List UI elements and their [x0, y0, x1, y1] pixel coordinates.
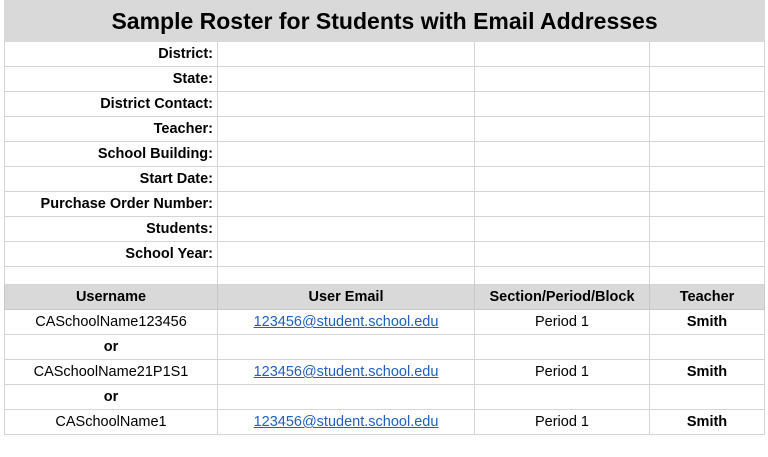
username-cell[interactable]: CASchoolName1	[5, 410, 218, 435]
info-label-school-building[interactable]: School Building:	[5, 142, 218, 167]
info-value-school-building[interactable]	[218, 142, 475, 167]
table-row-or	[5, 385, 765, 410]
empty-cell[interactable]	[218, 267, 475, 285]
info-row-start-date	[5, 167, 765, 192]
section-cell[interactable]: Period 1	[475, 360, 650, 385]
info-row-school-building	[5, 142, 765, 167]
info-cell[interactable]	[650, 192, 765, 217]
email-link[interactable]: 123456@student.school.edu	[253, 414, 439, 430]
empty-cell[interactable]	[475, 335, 650, 360]
teacher-cell[interactable]: Smith	[650, 410, 765, 435]
info-cell[interactable]	[475, 242, 650, 267]
email-cell[interactable]	[218, 310, 475, 335]
info-label-district-contact[interactable]: District Contact:	[5, 92, 218, 117]
info-value-start-date[interactable]	[218, 167, 475, 192]
info-cell[interactable]	[475, 92, 650, 117]
info-cell[interactable]	[475, 192, 650, 217]
info-value-state[interactable]	[218, 67, 475, 92]
teacher-cell[interactable]: Smith	[650, 310, 765, 335]
info-label-teacher[interactable]: Teacher:	[5, 117, 218, 142]
info-row-school-year	[5, 242, 765, 267]
empty-cell[interactable]	[218, 385, 475, 410]
teacher-cell[interactable]: Smith	[650, 360, 765, 385]
column-header-row	[5, 285, 765, 310]
info-row-teacher	[5, 117, 765, 142]
roster-table	[4, 0, 765, 435]
info-cell[interactable]	[475, 67, 650, 92]
section-cell[interactable]: Period 1	[475, 410, 650, 435]
info-value-school-year[interactable]	[218, 242, 475, 267]
info-row-district	[5, 42, 765, 67]
info-cell[interactable]	[650, 217, 765, 242]
empty-cell[interactable]	[218, 335, 475, 360]
info-cell[interactable]	[650, 92, 765, 117]
info-cell[interactable]	[650, 42, 765, 67]
info-label-state[interactable]: State:	[5, 67, 218, 92]
info-label-district[interactable]: District:	[5, 42, 218, 67]
info-cell[interactable]	[650, 117, 765, 142]
email-cell[interactable]	[218, 410, 475, 435]
empty-cell[interactable]	[650, 335, 765, 360]
info-cell[interactable]	[475, 117, 650, 142]
info-value-purchase-order[interactable]	[218, 192, 475, 217]
info-value-students[interactable]	[218, 217, 475, 242]
info-cell[interactable]	[475, 142, 650, 167]
empty-cell[interactable]	[5, 267, 218, 285]
title-row	[5, 1, 765, 42]
table-row	[5, 360, 765, 385]
info-cell[interactable]	[650, 142, 765, 167]
header-teacher[interactable]: Teacher	[650, 285, 765, 310]
info-row-state	[5, 67, 765, 92]
email-cell[interactable]	[218, 360, 475, 385]
email-link[interactable]: 123456@student.school.edu	[253, 314, 439, 330]
or-cell[interactable]: or	[5, 385, 218, 410]
info-value-district-contact[interactable]	[218, 92, 475, 117]
info-label-purchase-order[interactable]: Purchase Order Number:	[5, 192, 218, 217]
info-row-district-contact	[5, 92, 765, 117]
section-cell[interactable]: Period 1	[475, 310, 650, 335]
table-row	[5, 310, 765, 335]
username-cell[interactable]: CASchoolName123456	[5, 310, 218, 335]
header-section[interactable]: Section/Period/Block	[475, 285, 650, 310]
info-cell[interactable]	[650, 242, 765, 267]
sheet-title[interactable]: Sample Roster for Students with Email Addresses	[5, 1, 765, 42]
username-cell[interactable]: CASchoolName21P1S1	[5, 360, 218, 385]
email-link[interactable]: 123456@student.school.edu	[253, 364, 439, 380]
empty-cell[interactable]	[475, 385, 650, 410]
info-label-start-date[interactable]: Start Date:	[5, 167, 218, 192]
info-row-purchase-order	[5, 192, 765, 217]
empty-cell[interactable]	[650, 385, 765, 410]
info-cell[interactable]	[650, 67, 765, 92]
or-cell[interactable]: or	[5, 335, 218, 360]
info-cell[interactable]	[475, 42, 650, 67]
info-label-students[interactable]: Students:	[5, 217, 218, 242]
header-username[interactable]: Username	[5, 285, 218, 310]
empty-cell[interactable]	[475, 267, 650, 285]
info-value-teacher[interactable]	[218, 117, 475, 142]
info-label-school-year[interactable]: School Year:	[5, 242, 218, 267]
info-row-students	[5, 217, 765, 242]
info-cell[interactable]	[475, 167, 650, 192]
header-user-email[interactable]: User Email	[218, 285, 475, 310]
spacer-row	[5, 267, 765, 285]
empty-cell[interactable]	[650, 267, 765, 285]
info-cell[interactable]	[475, 217, 650, 242]
table-row	[5, 410, 765, 435]
info-value-district[interactable]	[218, 42, 475, 67]
table-row-or	[5, 335, 765, 360]
info-cell[interactable]	[650, 167, 765, 192]
